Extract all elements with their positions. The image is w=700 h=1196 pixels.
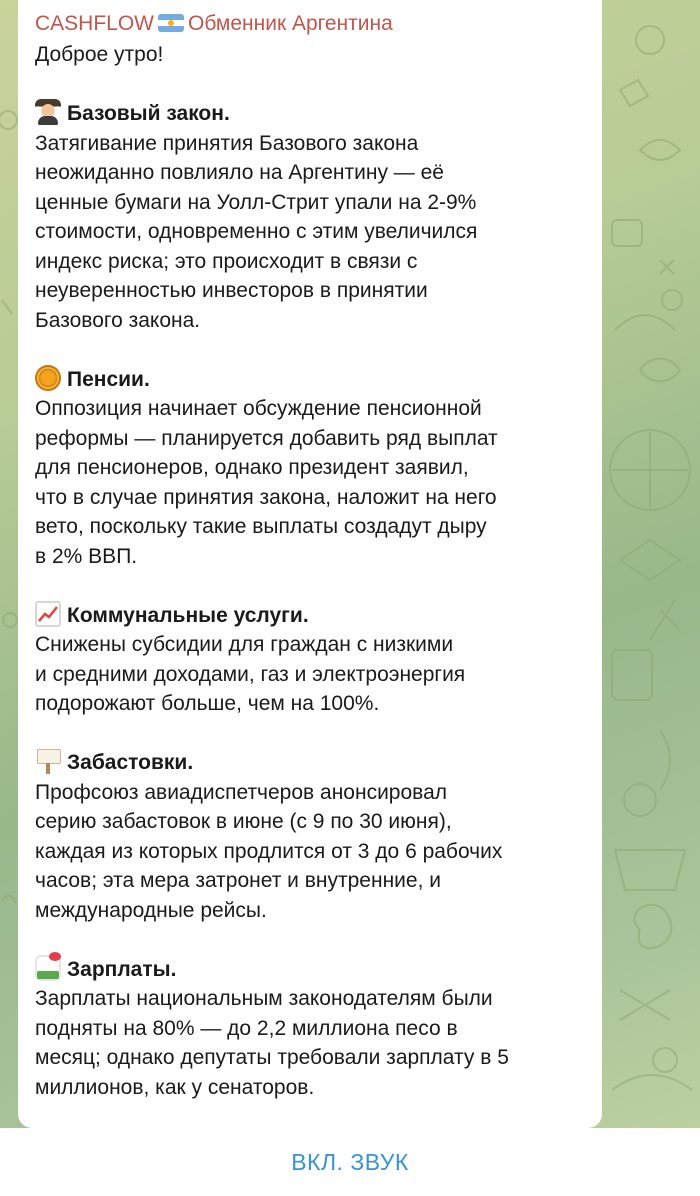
section-line: и средними доходами, газ и электроэнергия bbox=[35, 662, 466, 686]
section-line: серию забастовок в июне (с 9 по 30 июня), bbox=[35, 810, 452, 833]
section-heading: Зарплаты. bbox=[35, 955, 595, 985]
section-heading: Базовый закон. bbox=[35, 99, 595, 129]
sender-name-right: Обменник Аргентина bbox=[188, 12, 393, 35]
section-line: миллионов, как у сенаторов. bbox=[35, 1075, 315, 1099]
section-line: неожиданно повлияло на Аргентину — её bbox=[35, 161, 444, 184]
message-bubble bbox=[18, 0, 602, 1128]
coin-icon bbox=[35, 365, 61, 391]
section-line: индекс риска; это происходит в связи с bbox=[35, 249, 418, 273]
section-line: Затягивание принятия Базового закона bbox=[35, 131, 419, 155]
unmute-button[interactable]: ВКЛ. ЗВУК bbox=[275, 1141, 425, 1184]
placard-icon bbox=[35, 748, 61, 774]
section-line: месяц; однако депутаты требовали зарплату в 5 bbox=[35, 1046, 509, 1069]
chart-increasing-icon bbox=[35, 601, 61, 627]
section-line: для пенсионеров, однако президент заявил, bbox=[35, 456, 469, 479]
section-line: реформы — планируется добавить ряд выплат bbox=[35, 426, 498, 450]
greeting: Доброе утро! bbox=[35, 43, 164, 66]
section-line: подняты на 80% — до 2,2 миллиона песо в bbox=[35, 1016, 458, 1040]
section-line: в 2% ВВП. bbox=[35, 544, 138, 568]
argentina-flag-icon bbox=[158, 14, 184, 32]
section-line: неуверенностью инвесторов в принятии bbox=[35, 279, 428, 302]
section-line: подорожают больше, чем на 100%. bbox=[35, 692, 380, 715]
hello-kitty-money-icon bbox=[35, 955, 61, 981]
section-line: Базового закона. bbox=[35, 308, 201, 332]
businessman-icon bbox=[35, 99, 61, 125]
message-text bbox=[35, 40, 595, 1161]
section-line: ценные бумаги на Уолл-Стрит упали на 2-9% bbox=[35, 190, 477, 214]
section-line: что в случае принятия закона, наложит на него bbox=[35, 485, 497, 509]
section-line: каждая из которых продлится от 3 до 6 рабочих bbox=[35, 839, 503, 863]
section-line: международные рейсы. bbox=[35, 898, 267, 922]
section-line: Снижены субсидии для граждан с низкими bbox=[35, 633, 454, 656]
section-line: часов; эта мера затронет и внутренние, и bbox=[35, 869, 441, 892]
bottom-bar bbox=[0, 1128, 700, 1196]
section-heading: Коммунальные услуги. bbox=[35, 601, 595, 631]
section-line: Профсоюз авиадиспетчеров анонсировал bbox=[35, 780, 448, 804]
section-line: Оппозиция начинает обсуждение пенсионной bbox=[35, 397, 482, 420]
section-heading: Забастовки. bbox=[35, 748, 595, 778]
sender-name[interactable] bbox=[35, 11, 393, 37]
section-line: стоимости, одновременно с этим увеличился bbox=[35, 220, 478, 243]
section-heading: Пенсии. bbox=[35, 365, 595, 395]
sender-name-left: CASHFLOW bbox=[35, 12, 155, 35]
section-line: вето, поскольку такие выплаты создадут дыру bbox=[35, 515, 487, 538]
section-line: Зарплаты национальным законодателям были bbox=[35, 987, 493, 1010]
